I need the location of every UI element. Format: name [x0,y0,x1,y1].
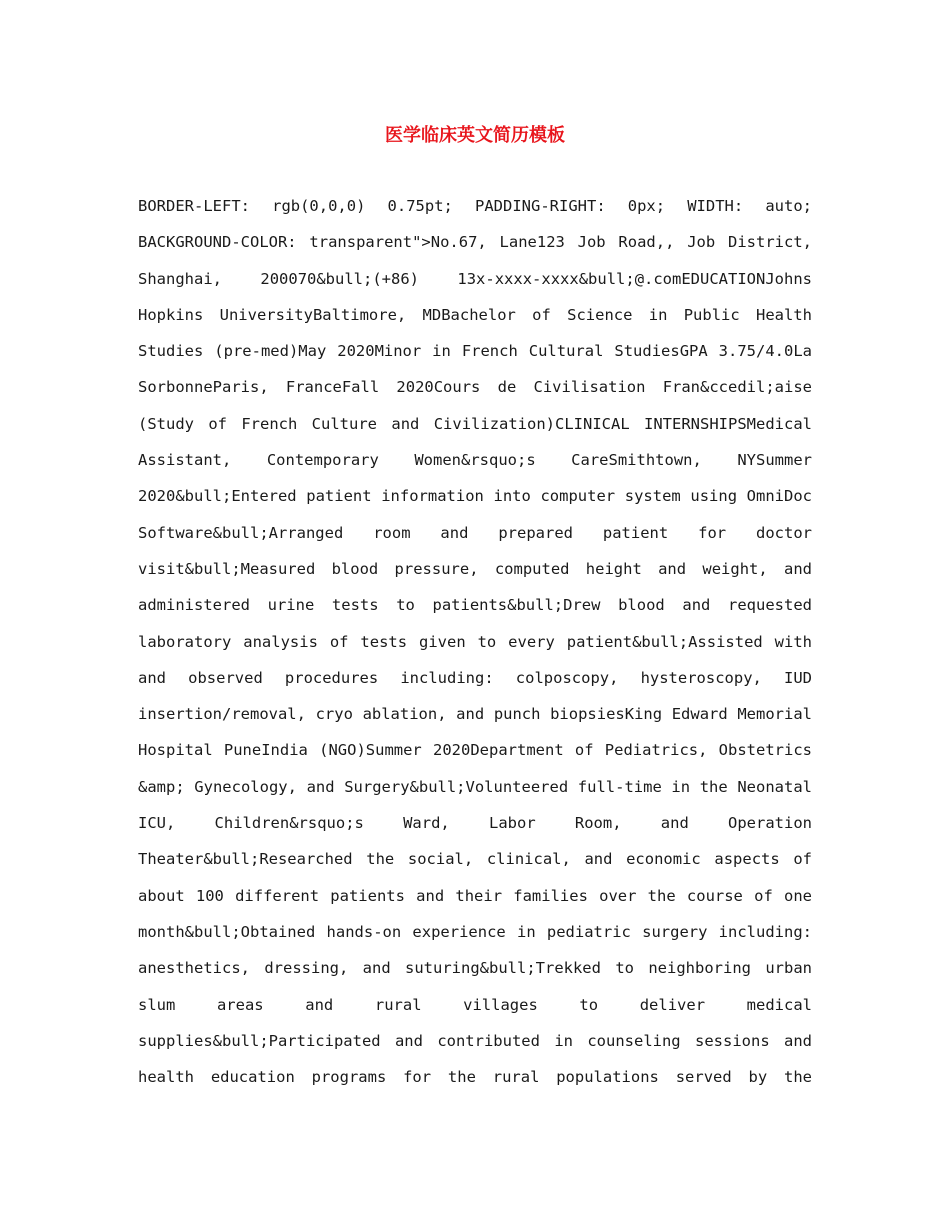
document-body-text: BORDER-LEFT: rgb(0,0,0) 0.75pt; PADDING-RIGHT: 0px; WIDTH: auto; BACKGROUND-COLOR: transparent">No.67, Lane123 Job Road,, Job District, Shanghai, 200070&bull;(+86) 13x-xxxx-xxxx&bull;@.comEDUCATIONJohns Hopkins UniversityBaltimore, MDBachelor of Science in Public Health Studies (pre-med)May 2020Minor in French Cultural StudiesGPA 3.75/4.0La SorbonneParis, FranceFall 2020Cours de Civilisation Fran&ccedil;aise (Study of French Culture and Civilization)CLINICAL INTERNSHIPSMedical Assistant, Contemporary Women&rsquo;s CareSmithtown, NYSummer 2020&bull;Entered patient information into computer system using OmniDoc Software&bull;Arranged room and prepared patient for doctor visit&bull;Measured blood pressure, computed height and weight, and administered urine tests to patients&bull;Drew blood and requested laboratory analysis of tests given to every patient&bull;Assisted with and observed procedures including: colposcopy, hysteroscopy, IUD insertion/removal, cryo ablation, and punch biopsiesKing Edward Memorial Hospital PuneIndia (NGO)Summer 2020Department of Pediatrics, Obstetrics &amp; Gynecology, and Surgery&bull;Volunteered full-time in the Neonatal ICU, Children&rsquo;s Ward, Labor Room, and Operation Theater&bull;Researched the social, clinical, and economic aspects of about 100 different patients and their families over the course of one month&bull;Obtained hands-on experience in pediatric surgery including: anesthetics, dressing, and suturing&bull;Trekked to neighboring urban slum areas and rural villages to deliver medical supplies&bull;Participated and contributed in counseling sessions and health education programs for the rural populations served by the [138,197,812,1087]
document-title: 医学临床英文简历模板 [385,125,565,146]
